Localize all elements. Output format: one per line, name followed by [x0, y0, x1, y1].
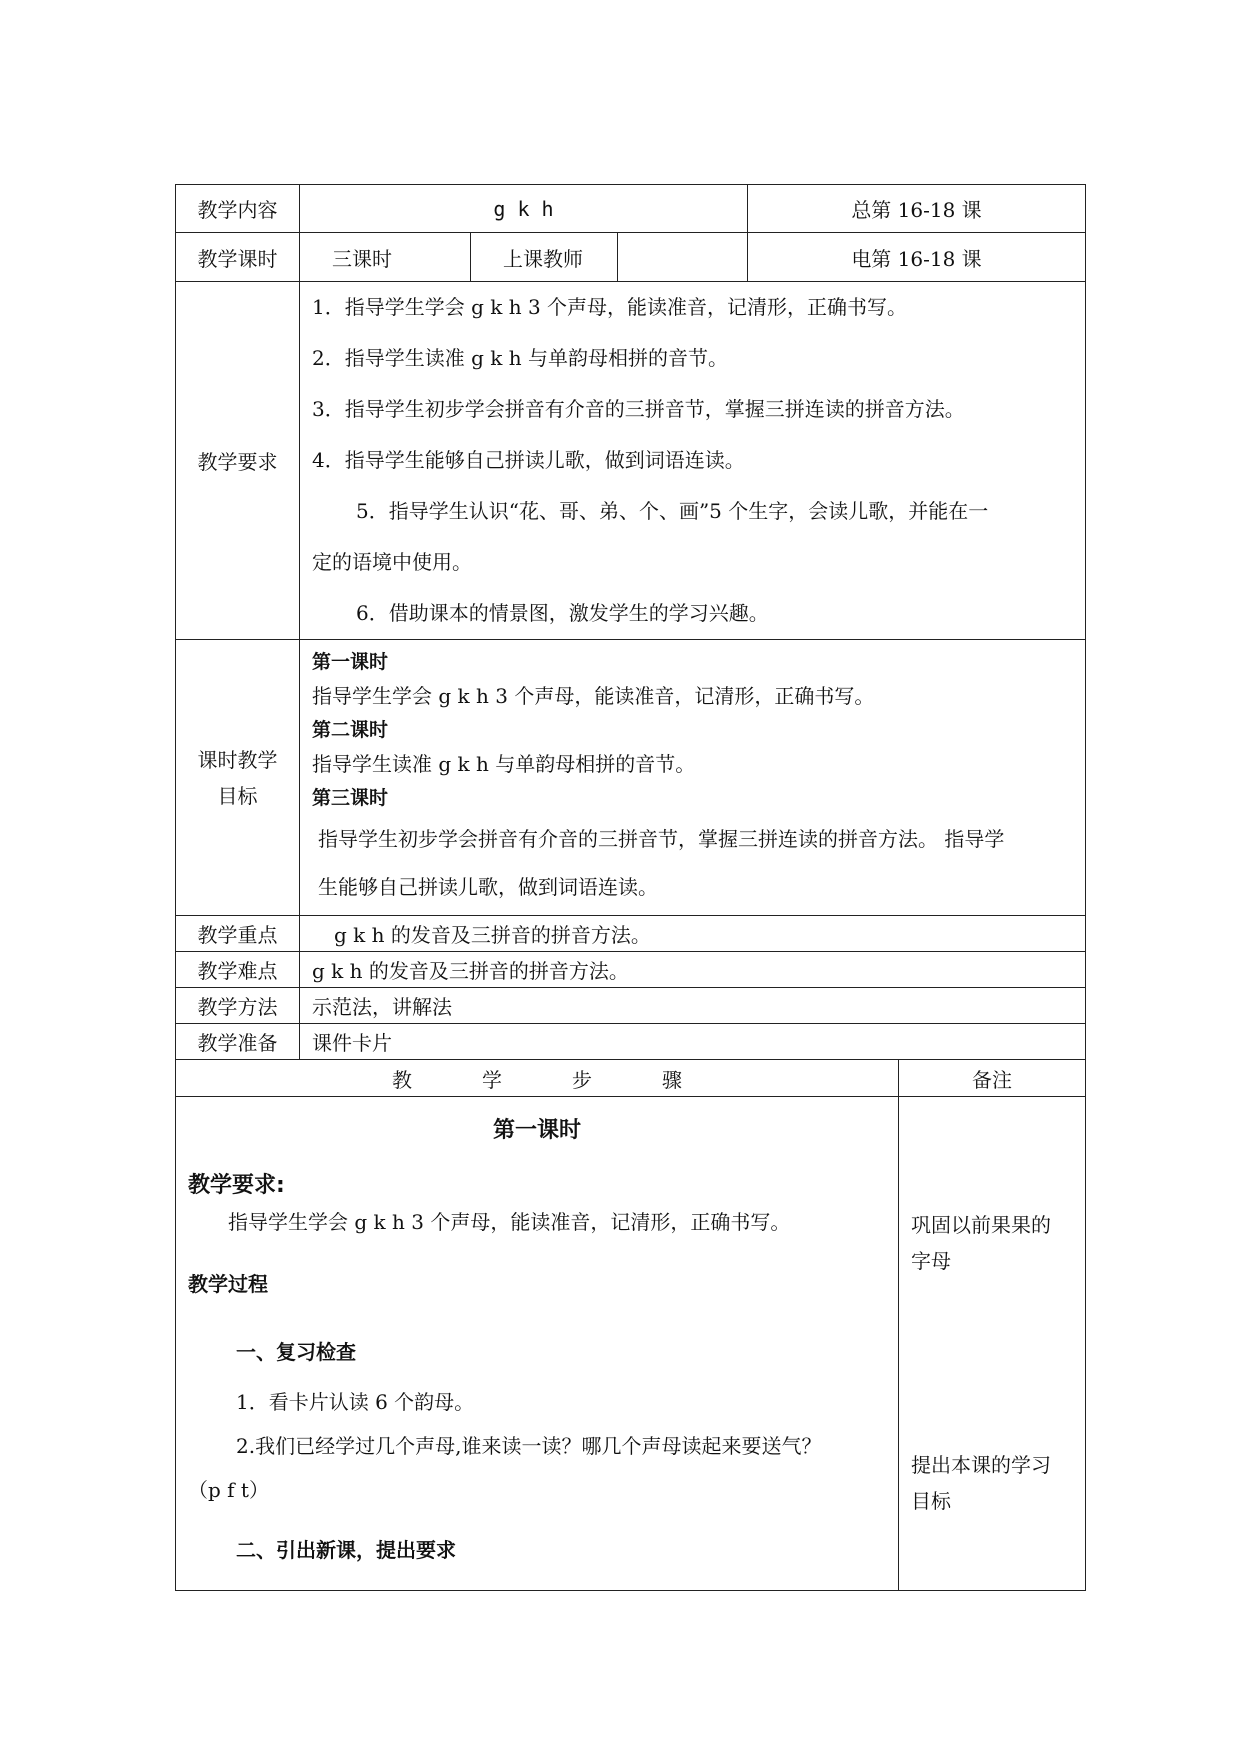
period-value: 三课时	[300, 233, 471, 282]
period2-title: 第二课时	[312, 718, 389, 741]
period3-goal-line2: 生能够自己拼读儿歌，做到词语连读。	[318, 874, 658, 899]
review-item-1: 1．看卡片认读 6 个韵母。	[236, 1390, 475, 1414]
period1-goal: 指导学生学会 g k h 3 个声母，能读准音，记清形，正确书写。	[312, 683, 875, 708]
difficulty-value: g k h 的发音及三拼音的拼音方法。	[300, 952, 1086, 988]
row-period	[176, 233, 1086, 282]
requirement-item: 5．指导学生认识“花、哥、弟、个、画”5 个生字，会读儿歌，并能在一	[356, 499, 989, 523]
review-item-2-line1: 2.我们已经学过几个声母,谁来读一读？哪几个声母读起来要送气？	[236, 1434, 822, 1458]
requirement-item: 定的语境中使用。	[312, 550, 472, 574]
remark-1	[911, 1207, 1081, 1279]
period2-goal: 指导学生读准 g k h 与单韵母相拼的音节。	[312, 751, 696, 776]
lesson-plan-table	[175, 184, 1086, 1591]
section-intro-heading: 二、引出新课，提出要求	[236, 1538, 456, 1562]
process-heading: 教学过程	[188, 1272, 268, 1296]
remark-2	[911, 1447, 1081, 1519]
remarks-column	[899, 1097, 1086, 1591]
remark-2-line2: 目标	[911, 1489, 951, 1513]
period1-title: 第一课时	[312, 650, 389, 673]
row-requirements	[176, 282, 1086, 640]
row-steps-body	[176, 1097, 1086, 1591]
row-steps-header	[176, 1060, 1086, 1097]
method-value: 示范法，讲解法	[300, 988, 1086, 1024]
period-goals-label-line1: 课时教学	[197, 747, 278, 772]
steps-header-char: 学	[482, 1067, 502, 1092]
difficulty-label: 教学难点	[176, 952, 300, 988]
review-item-2-line2: （p f t）	[188, 1478, 269, 1502]
remark-1-line2: 字母	[911, 1249, 951, 1273]
key-point-value: g k h 的发音及三拼音的拼音方法。	[300, 916, 1086, 952]
method-label: 教学方法	[176, 988, 300, 1024]
row-period-goals	[176, 640, 1086, 916]
remark-2-line1: 提出本课的学习	[911, 1453, 1051, 1477]
row-content	[176, 185, 1086, 233]
total-lesson-number: 总第 16-18 课	[748, 185, 1086, 233]
period3-title: 第三课时	[312, 786, 389, 809]
period-label: 教学课时	[176, 233, 300, 282]
period-goals-content	[300, 640, 1086, 916]
key-point-label: 教学重点	[176, 916, 300, 952]
requirement-item: 1．指导学生学会 g k h 3 个声母，能读准音，记清形，正确书写。	[312, 295, 908, 319]
remark-1-line1: 巩固以前果果的	[911, 1213, 1051, 1237]
e-lesson-number: 电第 16-18 课	[748, 233, 1086, 282]
content-value: g k h	[300, 185, 748, 233]
steps-header	[176, 1060, 899, 1097]
requirement-item: 2．指导学生读准 g k h 与单韵母相拼的音节。	[312, 346, 728, 370]
requirements-label: 教学要求	[176, 282, 300, 640]
requirement-item: 4．指导学生能够自己拼读儿歌，做到词语连读。	[312, 448, 745, 472]
requirement-item: 3．指导学生初步学会拼音有介音的三拼音节，掌握三拼连读的拼音方法。	[312, 397, 965, 421]
period3-goal-line1: 指导学生初步学会拼音有介音的三拼音节，掌握三拼连读的拼音方法。 指导学	[318, 826, 1005, 851]
period-goals-label	[176, 640, 300, 916]
preparation-label: 教学准备	[176, 1024, 300, 1060]
content-label: 教学内容	[176, 185, 300, 233]
teacher-value	[618, 233, 748, 282]
period-goals-label-line2: 目标	[217, 783, 258, 808]
row-preparation	[176, 1024, 1086, 1060]
steps-header-char: 教	[392, 1067, 412, 1092]
lesson-one-req-text: 指导学生学会 g k h 3 个声母，能读准音，记清形，正确书写。	[228, 1210, 791, 1234]
section-review-heading: 一、复习检查	[236, 1340, 356, 1364]
requirements-list	[300, 282, 1086, 640]
lesson-one-req-heading: 教学要求:	[188, 1173, 285, 1198]
steps-header-char: 步	[572, 1067, 592, 1092]
lesson-one-title: 第一课时	[492, 1118, 581, 1143]
row-difficulty	[176, 952, 1086, 988]
preparation-value: 课件卡片	[300, 1024, 1086, 1060]
row-key-point	[176, 916, 1086, 952]
remarks-header: 备注	[899, 1060, 1086, 1097]
teacher-label: 上课教师	[471, 233, 618, 282]
steps-header-char: 骤	[662, 1067, 682, 1092]
row-method	[176, 988, 1086, 1024]
steps-body	[176, 1097, 899, 1591]
requirement-item: 6．借助课本的情景图，激发学生的学习兴趣。	[356, 601, 769, 625]
